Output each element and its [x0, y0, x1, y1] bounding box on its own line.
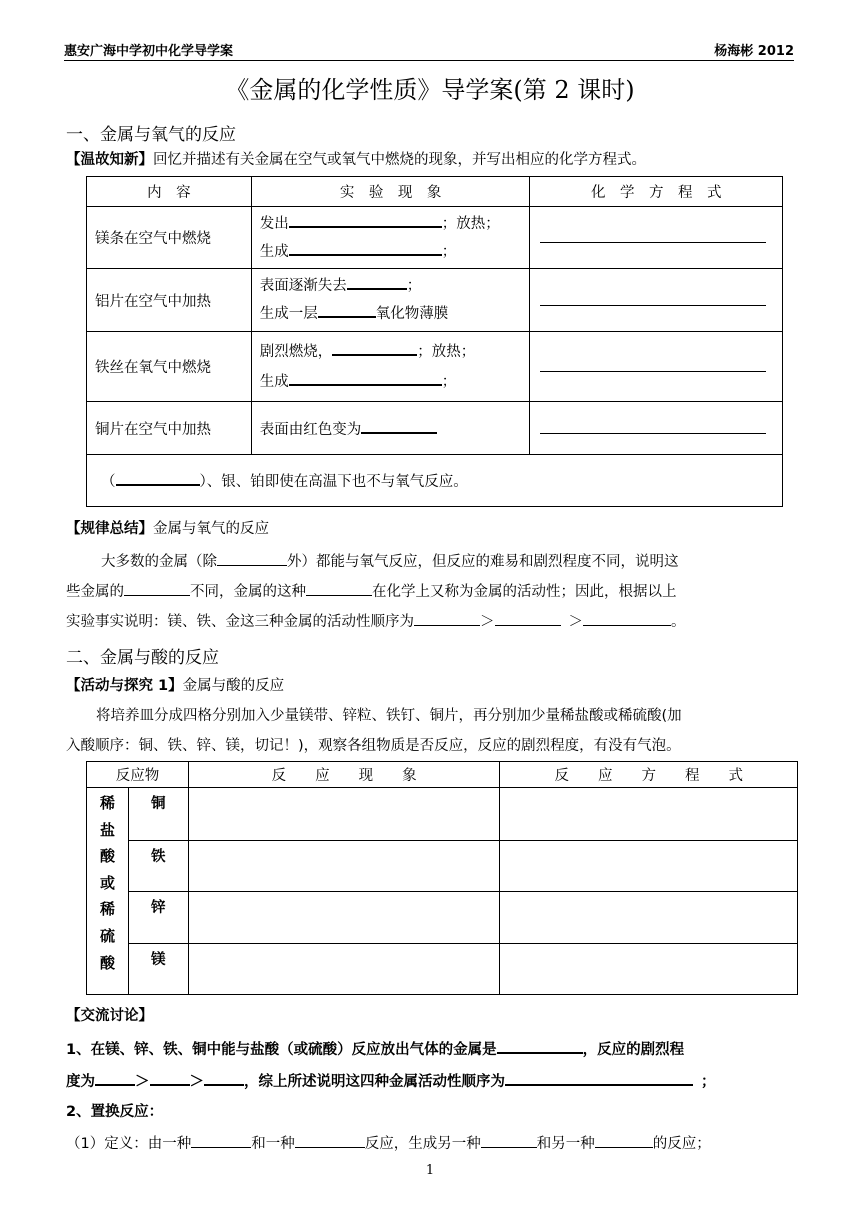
blank[interactable] — [497, 1038, 583, 1054]
text: 生成一层 — [259, 306, 318, 322]
section1-heading: 一、金属与氧气的反应 — [66, 125, 236, 145]
row-content: 铜片在空气中加热 — [87, 402, 252, 455]
blank[interactable] — [124, 581, 190, 596]
blank[interactable] — [595, 1133, 653, 1148]
metal-magnesium: 镁 — [128, 944, 188, 995]
row-content: 镁条在空气中燃烧 — [87, 207, 252, 269]
text: 度为 — [66, 1074, 95, 1090]
blank[interactable] — [495, 611, 561, 626]
acid-char: 硫 — [99, 926, 115, 945]
text: 生成 — [259, 373, 289, 390]
metal-zinc: 锌 — [128, 892, 188, 944]
equation-cell[interactable] — [530, 332, 783, 402]
acid-char: 盐 — [99, 820, 115, 839]
blank[interactable] — [204, 1070, 244, 1086]
text: ，反应的剧烈程 — [582, 1042, 685, 1058]
table-row — [87, 332, 783, 402]
page-number: 1 — [425, 1163, 435, 1178]
table-row — [87, 892, 798, 944]
text: 些金属的 — [66, 584, 124, 600]
activity-text2: 入酸顺序：铜、铁、锌、镁，切记！)，观察各组物质是否反应，反应的剧烈程度，有没有气泡。 — [66, 738, 681, 754]
row-phenomenon — [251, 269, 530, 332]
activity-title: 金属与酸的反应 — [182, 678, 285, 694]
text: 氧化物薄膜 — [375, 306, 449, 322]
acid-char: 稀 — [99, 794, 115, 812]
table-row — [87, 402, 783, 455]
rule-line2 — [66, 581, 677, 602]
blank[interactable] — [318, 302, 376, 318]
text: （ — [101, 474, 116, 490]
phenomenon-cell[interactable] — [188, 788, 500, 841]
text: 反应，生成另一种 — [364, 1136, 481, 1152]
equation-cell[interactable] — [500, 944, 798, 995]
text: 大多数的金属（除 — [101, 554, 217, 570]
blank[interactable] — [116, 470, 200, 486]
acid-char: 酸 — [99, 847, 115, 866]
text: （1）定义：由一种 — [66, 1136, 192, 1152]
text: 1、在镁、锌、铁、铜中能与盐酸（或硫酸）反应放出气体的金属是 — [66, 1042, 497, 1058]
text: 表面由红色变为 — [259, 421, 362, 438]
header-divider — [64, 60, 794, 61]
text: ； — [441, 243, 457, 260]
text: 在化学上又称为金属的活动性；因此，根据以上 — [372, 584, 677, 600]
rule-line — [66, 519, 269, 539]
oxygen-table — [86, 176, 783, 507]
acid-char: 或 — [99, 873, 115, 892]
header-phenomenon: 实 验 现 象 — [251, 177, 530, 207]
equation-cell[interactable] — [500, 841, 798, 892]
page-title: 《金属的化学性质》导学案(第 2 课时) — [225, 76, 635, 104]
metal-iron: 铁 — [128, 841, 188, 892]
q1-line2 — [66, 1070, 716, 1092]
row-content: 铝片在空气中加热 — [87, 269, 252, 332]
text: 和一种 — [251, 1136, 295, 1152]
row-content: 铁丝在氧气中燃烧 — [87, 332, 252, 402]
blank[interactable] — [289, 370, 442, 386]
row-phenomenon — [251, 207, 530, 269]
table-row — [87, 944, 798, 995]
blank[interactable] — [361, 418, 437, 434]
text: 。 — [671, 614, 686, 630]
blank[interactable] — [332, 340, 417, 356]
header-right: 杨海彬 2012 — [714, 44, 794, 59]
text: 实验事实说明：镁、铁、金这三种金属的活动性顺序为 — [66, 614, 414, 630]
blank[interactable] — [289, 212, 442, 228]
text: ；放热； — [441, 215, 500, 232]
blank[interactable] — [289, 240, 442, 256]
table-footer — [87, 455, 783, 507]
blank[interactable] — [481, 1133, 537, 1148]
table-row — [87, 788, 798, 841]
acid-char: 酸 — [99, 953, 115, 972]
review-line — [66, 150, 646, 170]
text: 外）都能与氧气反应，但反应的难易和剧烈程度不同，说明这 — [287, 554, 679, 570]
header-content: 内 容 — [87, 177, 252, 207]
blank[interactable] — [505, 1070, 693, 1086]
text: 生成 — [259, 243, 289, 260]
blank[interactable] — [306, 581, 372, 596]
rule-title: 金属与氧气的反应 — [153, 521, 269, 537]
rule-line3 — [66, 611, 686, 632]
text: ； — [701, 1074, 716, 1090]
q2-heading: 2、置换反应： — [66, 1104, 164, 1120]
blank[interactable] — [191, 1133, 251, 1148]
blank[interactable] — [414, 611, 480, 626]
activity-text1: 将培养皿分成四格分别加入少量镁带、锌粒、铁钉、铜片，再分别加少量稀盐酸或稀硫酸(加 — [96, 708, 682, 724]
rule-line1 — [101, 551, 679, 572]
phenomenon-cell[interactable] — [188, 892, 500, 944]
q1-line1 — [66, 1038, 684, 1060]
equation-cell[interactable] — [530, 207, 783, 269]
acid-char: 稀 — [99, 900, 115, 919]
text: ＞ — [568, 614, 583, 630]
acid-label — [87, 788, 129, 995]
header-phenomenon: 反 应 现 象 — [188, 762, 500, 788]
table-row — [87, 841, 798, 892]
blank[interactable] — [583, 611, 671, 626]
text: ）、银、铂即使在高温下也不与氧气反应。 — [199, 474, 468, 490]
text: ，综上所述说明这四种金属活动性顺序为 — [244, 1074, 505, 1090]
row-phenomenon — [251, 332, 530, 402]
text: ； — [406, 278, 422, 294]
activity-line — [66, 676, 284, 696]
header-reactant: 反应物 — [87, 762, 189, 788]
text: 的反应； — [652, 1136, 711, 1152]
phenomenon-cell[interactable] — [188, 841, 500, 892]
review-tag: 【温故知新】 — [66, 152, 153, 168]
blank[interactable] — [347, 274, 407, 290]
text: 发出 — [259, 215, 289, 232]
equation-cell[interactable] — [530, 269, 783, 332]
blank[interactable] — [95, 1070, 135, 1086]
equation-cell[interactable] — [530, 402, 783, 455]
metal-copper: 铜 — [128, 788, 188, 841]
text: ； — [441, 373, 457, 390]
equation-cell[interactable] — [500, 788, 798, 841]
table-row — [87, 269, 783, 332]
text: 和另一种 — [536, 1136, 595, 1152]
q2-definition — [66, 1133, 711, 1154]
discuss-tag: 【交流讨论】 — [66, 1008, 153, 1024]
blank[interactable] — [217, 551, 287, 566]
text: 剧烈燃烧， — [259, 343, 333, 360]
text: 表面逐渐失去 — [259, 278, 347, 294]
text: ；放热； — [417, 343, 476, 360]
section2-heading: 二、金属与酸的反应 — [66, 648, 219, 668]
phenomenon-cell[interactable] — [188, 944, 500, 995]
header-equation: 反 应 方 程 式 — [500, 762, 798, 788]
blank[interactable] — [150, 1070, 190, 1086]
text: ＞ — [480, 614, 495, 630]
text: ＞ — [135, 1074, 150, 1090]
acid-table — [86, 761, 798, 995]
equation-cell[interactable] — [500, 892, 798, 944]
activity-tag: 【活动与探究 1】 — [66, 678, 183, 694]
header-equation: 化 学 方 程 式 — [530, 177, 783, 207]
review-text: 回忆并描述有关金属在空气或氧气中燃烧的现象，并写出相应的化学方程式。 — [153, 152, 646, 168]
text: 不同，金属的这种 — [190, 584, 306, 600]
table-row — [87, 207, 783, 269]
header-left: 惠安广海中学初中化学导学案 — [64, 44, 234, 59]
text: ＞ — [189, 1074, 204, 1090]
row-phenomenon — [251, 402, 530, 455]
blank[interactable] — [295, 1133, 365, 1148]
rule-tag: 【规律总结】 — [66, 521, 153, 537]
